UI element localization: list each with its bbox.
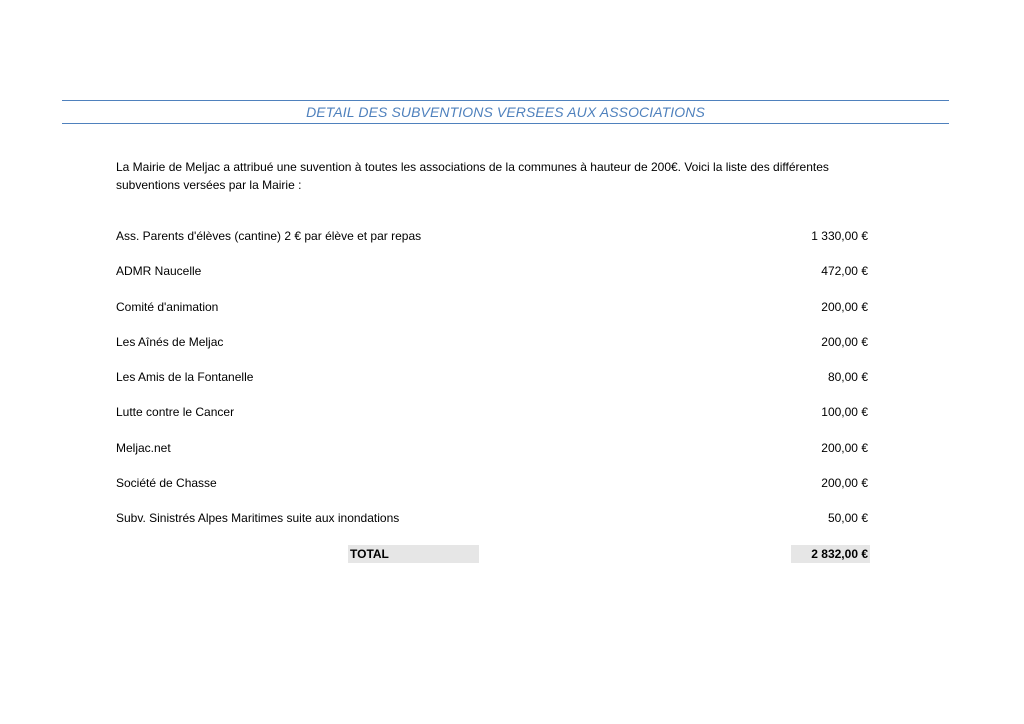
subsidy-amount: 472,00 € bbox=[821, 264, 868, 279]
subsidy-list bbox=[116, 227, 868, 545]
subsidy-label: Les Aînés de Meljac bbox=[116, 334, 224, 349]
subsidy-row bbox=[116, 474, 868, 509]
subsidy-label: Lutte contre le Cancer bbox=[116, 405, 235, 420]
subsidy-row bbox=[116, 509, 868, 544]
subsidy-row bbox=[116, 439, 868, 474]
total-label: TOTAL bbox=[350, 547, 389, 561]
subsidy-amount: 200,00 € bbox=[821, 334, 868, 349]
subsidy-row bbox=[116, 227, 868, 262]
total-amount: 2 832,00 € bbox=[811, 547, 868, 561]
subsidy-amount: 200,00 € bbox=[821, 299, 868, 314]
subsidy-label: Meljac.net bbox=[116, 440, 171, 455]
document-title: DETAIL DES SUBVENTIONS VERSEES AUX ASSOCIATIONS bbox=[306, 104, 705, 120]
subsidy-label: Ass. Parents d'élèves (cantine) 2 € par élève et par repas bbox=[116, 229, 422, 243]
subsidy-amount: 100,00 € bbox=[821, 405, 868, 420]
subsidy-amount: 1 330,00 € bbox=[811, 229, 868, 243]
subsidy-label: ADMR Naucelle bbox=[116, 264, 202, 279]
subsidy-amount: 80,00 € bbox=[827, 370, 868, 385]
subsidy-label: Société de Chasse bbox=[116, 476, 217, 491]
subsidy-row bbox=[116, 403, 868, 438]
subsidy-row bbox=[116, 368, 868, 403]
subsidy-amount: 200,00 € bbox=[821, 476, 868, 491]
subsidy-label: Subv. Sinistrés Alpes Maritimes suite aux inondations bbox=[116, 511, 400, 526]
subsidy-label: Comité d'animation bbox=[116, 299, 219, 314]
subsidy-label: Les Amis de la Fontanelle bbox=[116, 370, 254, 385]
total-label-cell bbox=[348, 545, 479, 563]
intro-paragraph: La Mairie de Meljac a attribué une suvention à toutes les associations de la communes à hauteur de 200€. Voici la liste des différentes subventions versées par la Mairie : bbox=[116, 160, 829, 192]
subsidy-amount: 50,00 € bbox=[827, 511, 868, 526]
subsidy-row bbox=[116, 333, 868, 368]
subsidy-row bbox=[116, 262, 868, 297]
subsidy-row bbox=[116, 298, 868, 333]
title-rule-top bbox=[62, 100, 949, 101]
subsidy-amount: 200,00 € bbox=[821, 440, 868, 455]
title-rule-bottom bbox=[62, 123, 949, 124]
total-amount-cell bbox=[791, 545, 870, 563]
